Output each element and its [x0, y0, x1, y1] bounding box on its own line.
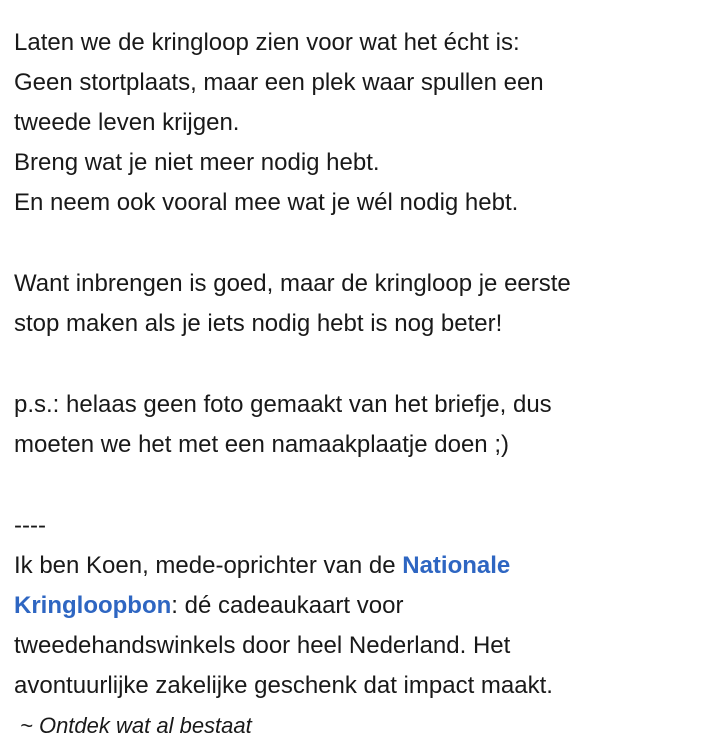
post-line: Laten we de kringloop zien voor wat het écht is:: [14, 29, 520, 56]
post-line: Geen stortplaats, maar een plek waar spullen een: [14, 69, 544, 96]
bio-suffix: : dé cadeaukaart voor: [171, 592, 404, 619]
blank-line: [14, 223, 571, 264]
post-line: Breng wat je niet meer nodig hebt.: [14, 149, 380, 176]
post-line: stop maken als je iets nodig hebt is nog beter!: [14, 310, 503, 337]
post-line: En neem ook vooral mee wat je wél nodig hebt.: [14, 189, 519, 216]
post-line: Want inbrengen is goed, maar de kringloop je eerste: [14, 270, 571, 297]
bio-line: tweedehandswinkels door heel Nederland. Het: [14, 632, 511, 659]
bio-line: [14, 546, 571, 586]
post-line: p.s.: helaas geen foto gemaakt van het briefje, dus: [14, 391, 552, 418]
blank-line: [14, 344, 571, 385]
bio-prefix: Ik ben Koen, mede-oprichter van de: [14, 552, 403, 579]
signature: ~ Ontdek wat al bestaat: [20, 713, 252, 738]
bio-line: [14, 586, 571, 626]
separator: ----: [14, 512, 46, 539]
bio-line: avontuurlijke zakelijke geschenk dat impact maakt.: [14, 672, 553, 699]
post-line: moeten we het met een namaakplaatje doen ;): [14, 431, 509, 458]
post-text: [14, 23, 571, 746]
blank-line: [14, 465, 571, 506]
post-line: tweede leven krijgen.: [14, 109, 240, 136]
company-link[interactable]: Nationale: [402, 552, 511, 579]
company-link[interactable]: Kringloopbon: [14, 592, 172, 619]
